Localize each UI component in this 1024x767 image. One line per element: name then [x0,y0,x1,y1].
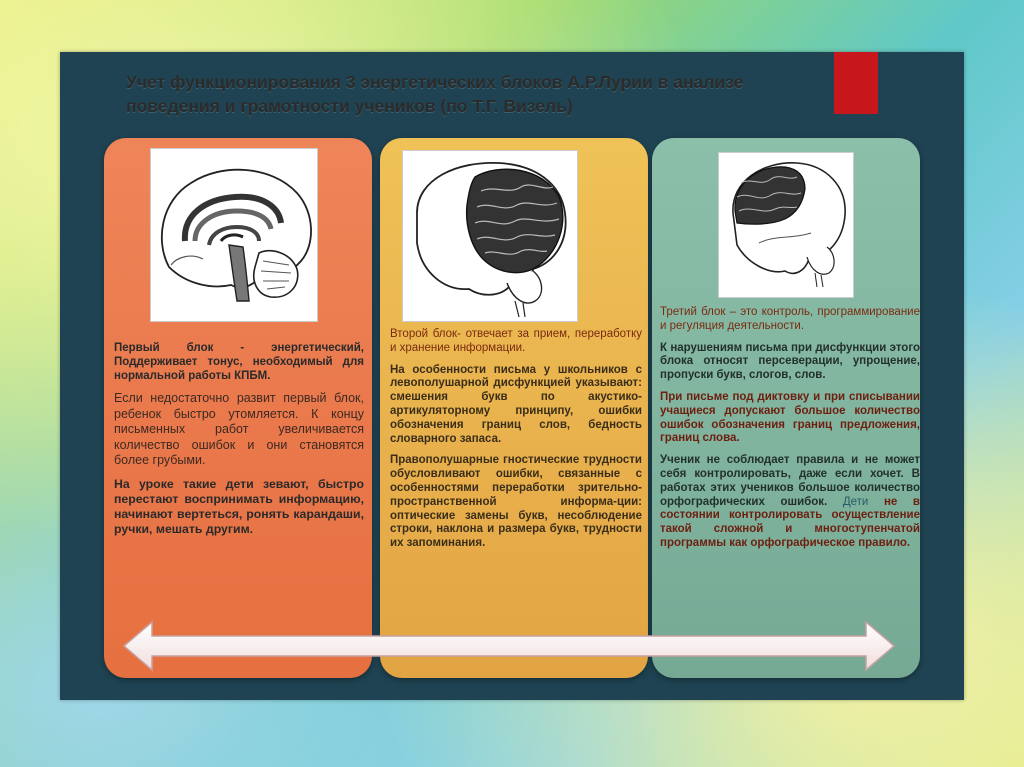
block-3-card [652,138,920,678]
block-1-paragraph-1: Если недостаточно развит первый блок, ребенок быстро утомляется. К концу письменных работ увеличивается количество ошибок и они становятся более грубыми. [114,391,364,468]
block-2-text [390,328,642,559]
block-3-text [660,306,920,559]
block-1-heading: Первый блок - энергетический, Поддерживает тонус, необходимый для нормальной работы КПБМ. [114,342,364,382]
block-1-text [114,342,364,545]
accent-tab [834,52,878,114]
block-3-paragraph-1: К нарушениям письма при дисфункции этого блока относят персеверации, упрощение, пропуски букв, слогов, слов. [660,341,920,382]
block-2-card [380,138,648,678]
block-1-paragraph-2: На уроке такие дети зевают, быстро перестают воспринимать информацию, начинают вертеться, ронять карандаши, ручки, мешать другим. [114,476,364,536]
slide-title [126,70,766,118]
block-3-paragraph-3-part-b: Дети [842,495,869,508]
block-1-card [104,138,372,678]
brain-lateral-frontal-icon [718,152,854,298]
block-3-paragraph-3-part-c: не в состоянии контролировать осуществление такой сложной и многоступенчатой программы как орфографическое правило. [660,495,920,549]
block-3-paragraph-3-part-a: Ученик не соблюдает правила и не может себя контролировать, даже если хочет. В работах этих учеников большое количество орфографических ошибок. [660,454,920,508]
block-3-heading: Третий блок – это контроль, программирование и регуляция деятельности. [660,306,920,332]
block-2-paragraph-2: Правополушарные гностические трудности обусловливают ошибки, связанные с особенностями переработки зрительно-пространственной информа-ции: оптические замены букв, несоблюдение строки, наклона и размера букв, трудности их запоминания. [390,454,642,550]
brain-lateral-posterior-icon [402,150,578,322]
slide-title-line-2: поведения и грамотности учеников (по Т.Г. Визель) [126,96,573,116]
slide-title-line-1: Учет функционирования 3 энергетических блоков А.Р.Лурии в анализе [126,72,744,92]
block-2-heading: Второй блок- отвечает за прием, переработку и хранение информации. [390,328,642,354]
block-2-paragraph-1: На особенности письма у школьников с левополушарной дисфункцией указывают: смешения букв по акустико-артикуляторному принципу, ошибки обозначения границ слов, бедность словарного запаса. [390,363,642,445]
block-3-paragraph-3 [660,454,920,551]
brain-sagittal-section-icon [150,148,318,322]
double-arrow-icon [122,620,896,672]
block-3-paragraph-2: При письме под диктовку и при списывании учащиеся допускают большое количество ошибок обозначения границ предложения, границ слова. [660,390,920,445]
